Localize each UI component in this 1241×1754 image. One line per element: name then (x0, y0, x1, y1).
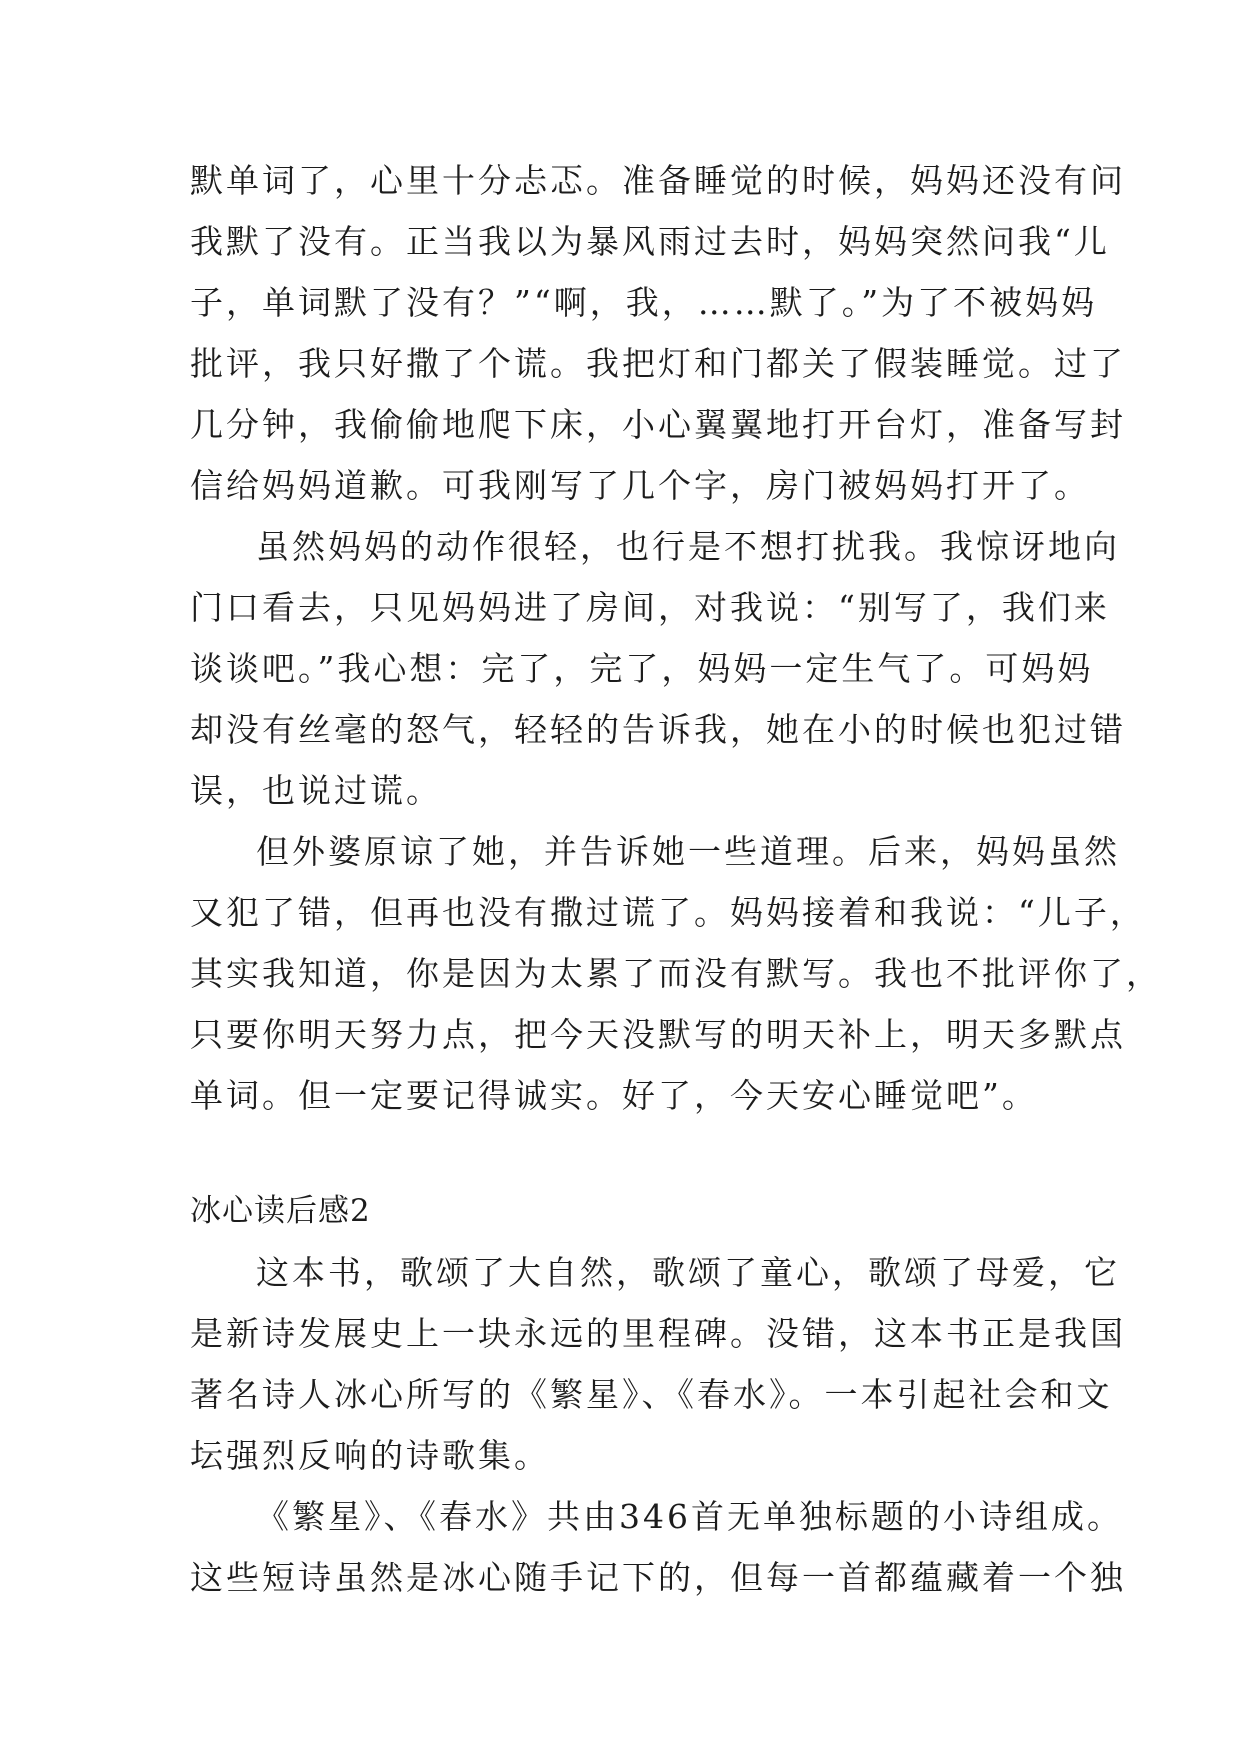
text-line: 又犯了错，但再也没有撒过谎了。妈妈接着和我说：“儿子， (190, 893, 1146, 932)
text-line: 信给妈妈道歉。可我刚写了几个字，房门被妈妈打开了。 (190, 466, 1090, 505)
paragraph (190, 516, 1126, 821)
text-line: 著名诗人冰心所写的《繁星》、《春水》。一本引起社会和文 (190, 1375, 1113, 1414)
text-line: 批评，我只好撒了个谎。我把灯和门都关了假装睡觉。过了 (190, 344, 1126, 383)
text-line: 只要你明天努力点，把今天没默写的明天补上，明天多默点 (190, 1015, 1126, 1054)
section-spacer (190, 1126, 1052, 1181)
text-line: 其实我知道，你是因为太累了而没有默写。我也不批评你了， (190, 954, 1162, 993)
text-line: 虽然妈妈的动作很轻，也行是不想打扰我。我惊讶地向 (256, 527, 1120, 566)
paragraph (190, 1242, 1126, 1486)
document-page (190, 150, 1162, 1608)
paragraph (190, 1486, 1126, 1608)
text-line: 《繁星》、《春水》共由346首无单独标题的小诗组成。 (256, 1497, 1123, 1536)
text-line: 我默了没有。正当我以为暴风雨过去时，妈妈突然问我“儿 (190, 222, 1110, 261)
section-heading: 冰心读后感2 (190, 1193, 371, 1229)
text-line: 门口看去，只见妈妈进了房间，对我说：“别写了，我们来 (190, 588, 1110, 627)
text-line: 这些短诗虽然是冰心随手记下的，但每一首都蕴藏着一个独 (190, 1558, 1126, 1597)
text-line: 谈谈吧。”我心想：完了，完了，妈妈一定生气了。可妈妈 (190, 649, 1094, 688)
text-line: 是新诗发展史上一块永远的里程碑。没错，这本书正是我国 (190, 1314, 1126, 1353)
text-line: 但外婆原谅了她，并告诉她一些道理。后来，妈妈虽然 (256, 832, 1120, 871)
paragraph (190, 821, 1162, 1126)
text-line: 默单词了，心里十分忐忑。准备睡觉的时候，妈妈还没有问 (190, 161, 1126, 200)
text-line: 几分钟，我偷偷地爬下床，小心翼翼地打开台灯，准备写封 (190, 405, 1126, 444)
text-line: 单词。但一定要记得诚实。好了，今天安心睡觉吧”。 (190, 1076, 1038, 1115)
text-line: 这本书，歌颂了大自然，歌颂了童心，歌颂了母爱，它 (256, 1253, 1120, 1292)
text-line: 坛强烈反响的诗歌集。 (190, 1436, 550, 1475)
text-line: 却没有丝毫的怒气，轻轻的告诉我，她在小的时候也犯过错 (190, 710, 1126, 749)
text-line: 误，也说过谎。 (190, 771, 442, 810)
text-line: 子，单词默了没有？”“啊，我，……默了。”为了不被妈妈 (190, 283, 1098, 322)
paragraph (190, 150, 1126, 516)
